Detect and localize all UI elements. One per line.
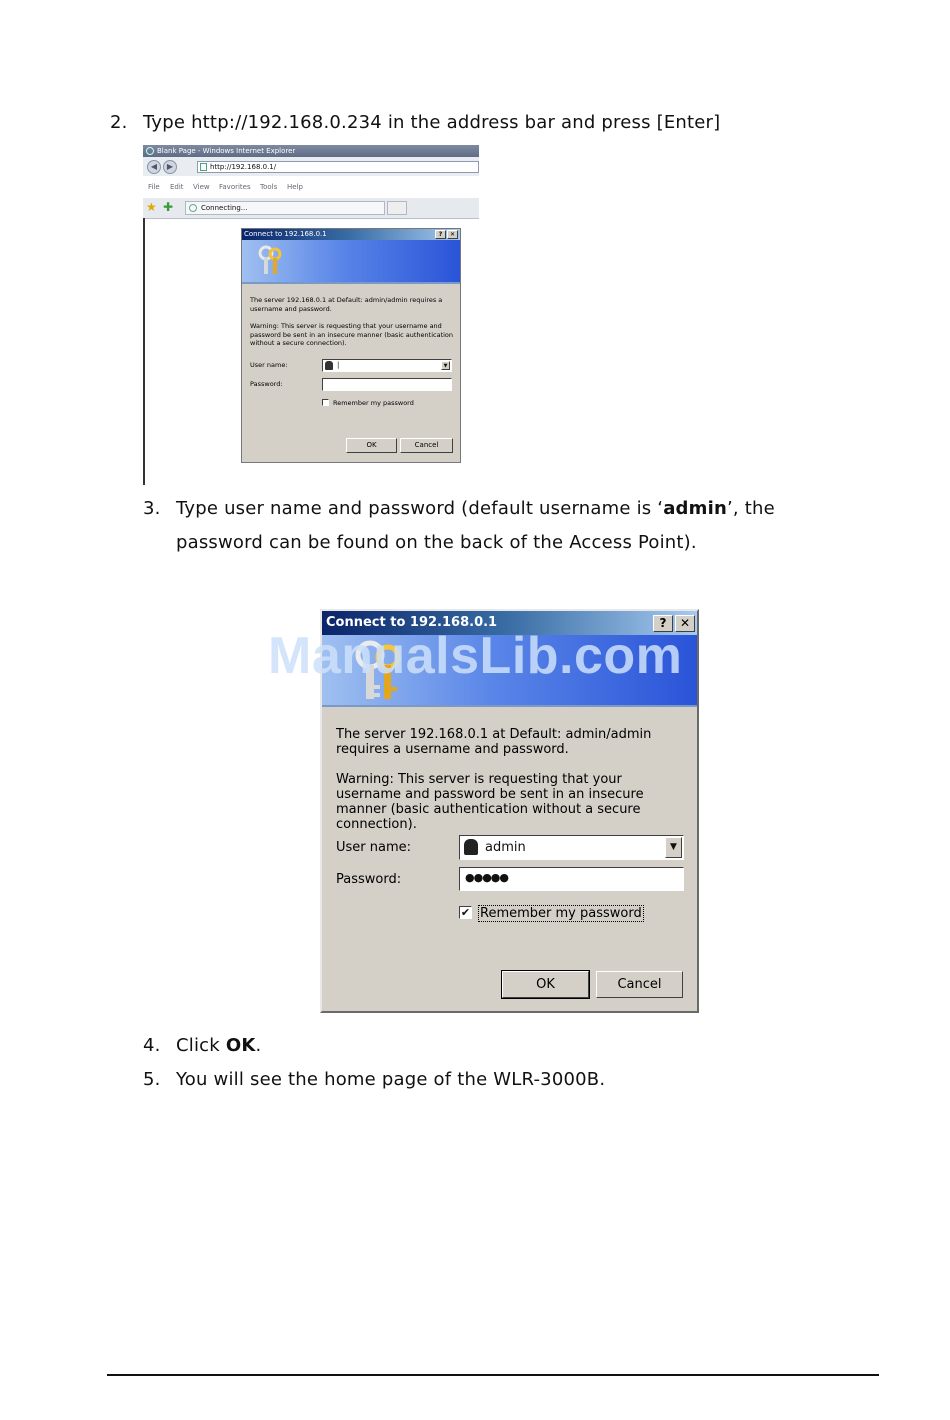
- new-tab-button[interactable]: [387, 201, 407, 215]
- login-dialog-small: [241, 228, 461, 463]
- help-button[interactable]: ?: [435, 230, 446, 239]
- keys-icon: [256, 244, 286, 278]
- menu-tools[interactable]: Tools: [260, 183, 278, 191]
- dialog-banner: [242, 240, 460, 284]
- username-value: |: [337, 361, 340, 369]
- browser-screenshot: [143, 145, 479, 485]
- browser-address-row: [143, 157, 479, 176]
- remember-checkbox[interactable]: [459, 906, 472, 919]
- dialog-message: The server 192.168.0.1 at Default: admin/admin requires a username and password.: [336, 727, 652, 757]
- user-icon: [464, 839, 478, 855]
- back-icon[interactable]: ◀: [147, 160, 161, 174]
- password-field[interactable]: [459, 867, 684, 891]
- checkbox-check-icon: ✔: [460, 906, 471, 919]
- menu-view[interactable]: View: [193, 183, 210, 191]
- browser-title: Blank Page - Windows Internet Explorer: [157, 147, 296, 155]
- dialog-title-bar: [242, 229, 460, 240]
- step-3-number: 3.: [143, 498, 161, 519]
- step-2-text: Type http://192.168.0.234 in the address bar and press [Enter]: [143, 112, 721, 133]
- user-icon: [325, 361, 333, 370]
- favorites-star-icon[interactable]: ★: [146, 200, 157, 214]
- username-field[interactable]: [322, 359, 452, 372]
- remember-label: Remember my password: [480, 906, 642, 921]
- close-button[interactable]: ✕: [447, 230, 458, 239]
- forward-icon[interactable]: ▶: [163, 160, 177, 174]
- add-favorites-icon[interactable]: ✚: [163, 200, 174, 214]
- step-3-line-2: password can be found on the back of the Access Point).: [176, 532, 697, 553]
- dialog-title: Connect to 192.168.0.1: [244, 230, 327, 238]
- username-value: admin: [485, 840, 526, 855]
- ok-button[interactable]: OK: [502, 971, 589, 998]
- loading-icon: [189, 204, 197, 212]
- step-4: [143, 1035, 261, 1056]
- step-5: [143, 1069, 605, 1090]
- password-value: ●●●●●: [465, 871, 508, 884]
- remember-checkbox[interactable]: [322, 399, 329, 406]
- username-label: User name:: [336, 840, 412, 855]
- password-label: Password:: [336, 872, 402, 887]
- dropdown-arrow-icon[interactable]: ▼: [441, 361, 450, 370]
- step-2-number: 2.: [110, 112, 128, 133]
- dropdown-arrow-icon[interactable]: ▼: [665, 837, 682, 858]
- browser-tab[interactable]: [185, 201, 385, 215]
- step-4-ok: OK: [225, 1035, 256, 1056]
- step-3-text-b: ’, the: [726, 498, 775, 519]
- dialog-message: The server 192.168.0.1 at Default: admin/admin requires a username and password.: [250, 296, 443, 313]
- step-3: [143, 498, 775, 519]
- ok-button[interactable]: OK: [346, 438, 397, 453]
- page-icon: [200, 163, 207, 171]
- username-label: User name:: [250, 361, 288, 369]
- browser-tab-row: [143, 198, 479, 219]
- browser-menu-bar: [143, 181, 479, 193]
- step-5-number: 5.: [143, 1069, 161, 1090]
- footer-rule: [107, 1374, 879, 1376]
- watermark: ManualsLib.com: [268, 627, 683, 685]
- menu-favorites[interactable]: Favorites: [219, 183, 251, 191]
- dialog-warning: Warning: This server is requesting that your username and password be sent in an insecure manner (basic authentication without a secure connection).: [250, 322, 454, 347]
- password-label: Password:: [250, 380, 283, 388]
- step-2: [110, 112, 720, 133]
- remember-label: Remember my password: [333, 399, 414, 407]
- password-field[interactable]: [322, 378, 452, 391]
- menu-help[interactable]: Help: [287, 183, 303, 191]
- step-3-text-a: Type user name and password (default username is ‘: [176, 498, 664, 519]
- menu-edit[interactable]: Edit: [170, 183, 184, 191]
- username-field[interactable]: [459, 835, 684, 860]
- help-button[interactable]: ?: [653, 615, 673, 632]
- browser-left-border: [143, 218, 145, 485]
- address-bar[interactable]: [197, 161, 479, 173]
- tab-label: Connecting...: [201, 204, 248, 212]
- step-3-username: admin: [663, 498, 727, 519]
- dialog-warning: Warning: This server is requesting that your username and password be sent in an insecure manner (basic authentication without a secure connection).: [336, 772, 644, 832]
- browser-titlebar: [143, 145, 479, 157]
- address-text: http://192.168.0.1/: [210, 163, 277, 171]
- step-4-text-a: Click: [176, 1035, 226, 1056]
- dialog-title: Connect to 192.168.0.1: [326, 615, 498, 630]
- step-5-text: You will see the home page of the WLR-3000B.: [176, 1069, 606, 1090]
- ie-logo-icon: [146, 147, 154, 155]
- step-4-text-b: .: [255, 1035, 262, 1056]
- close-button[interactable]: ✕: [675, 615, 695, 632]
- step-4-number: 4.: [143, 1035, 161, 1056]
- cancel-button[interactable]: Cancel: [596, 971, 683, 998]
- menu-file[interactable]: File: [148, 183, 160, 191]
- cancel-button[interactable]: Cancel: [400, 438, 453, 453]
